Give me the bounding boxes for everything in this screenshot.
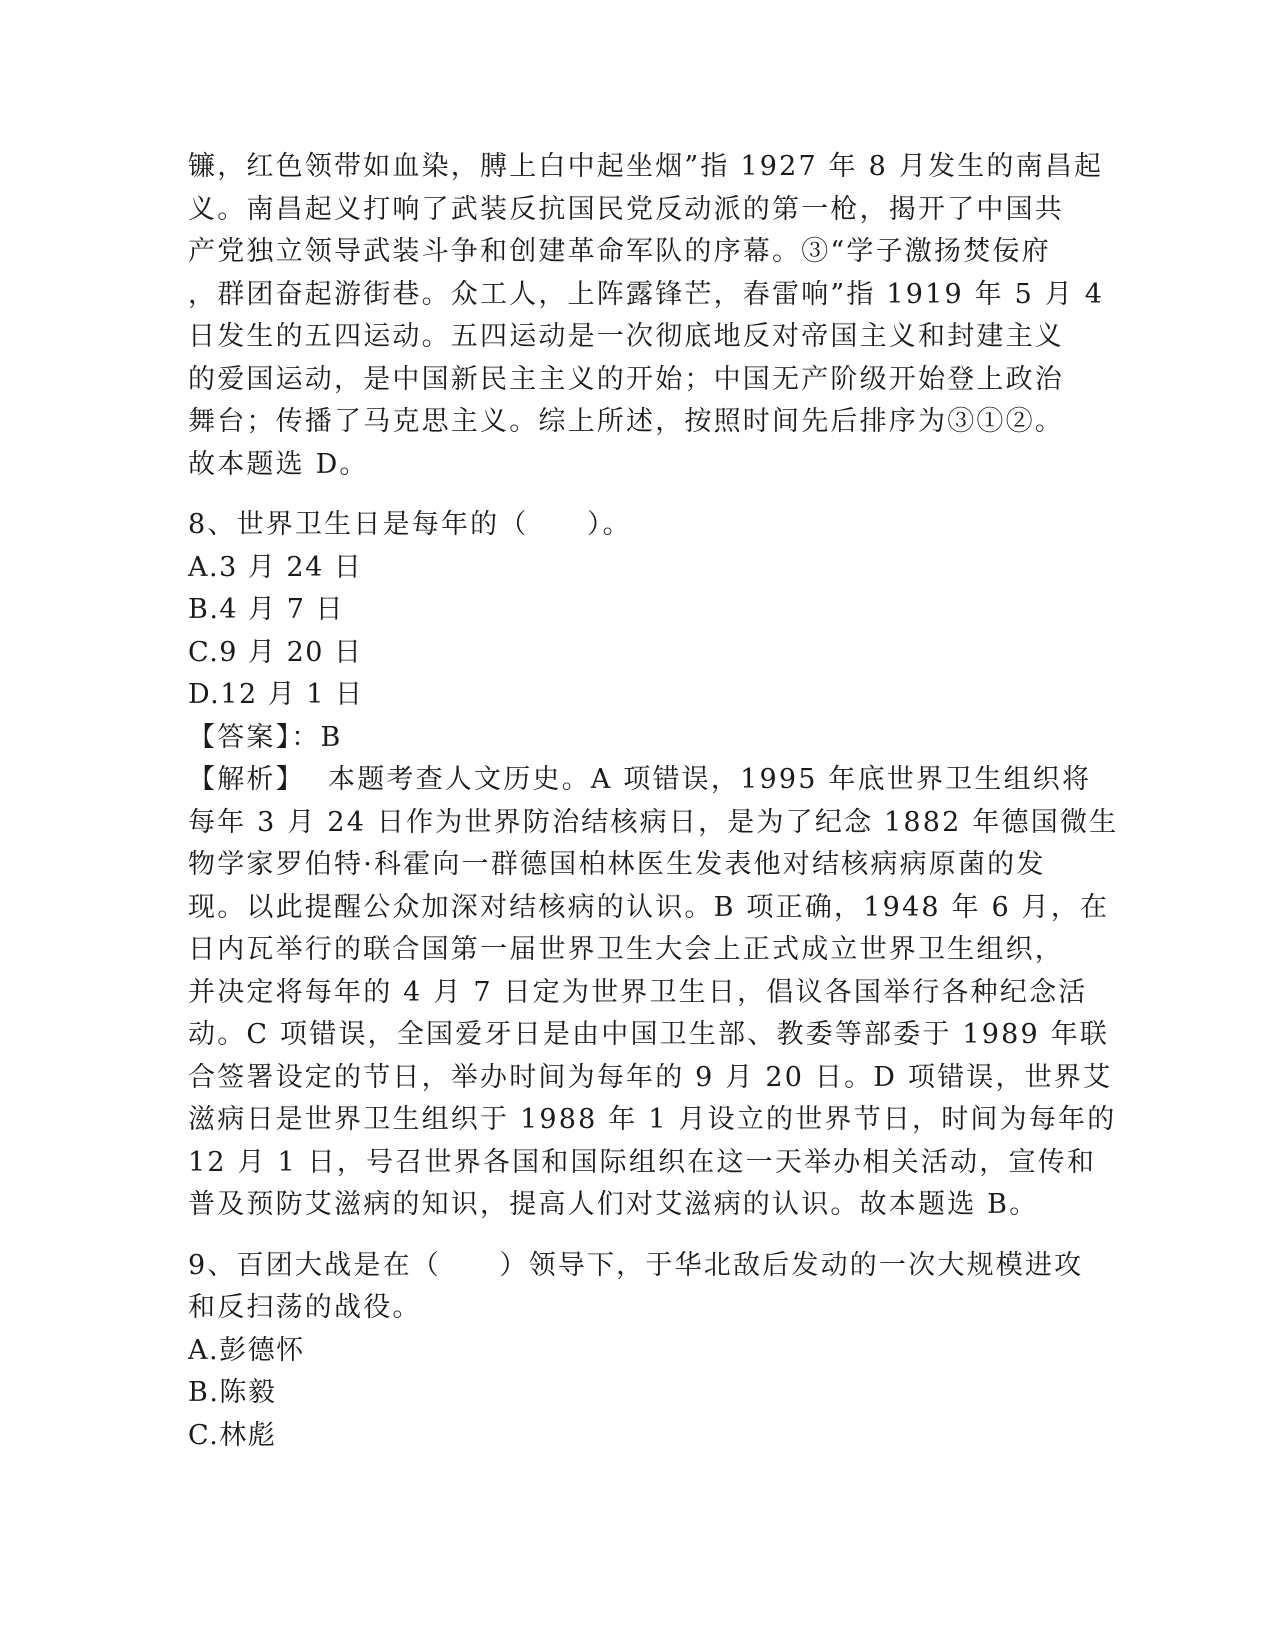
option-b: B.陈毅 <box>188 1377 277 1408</box>
analysis-line: 每年 3 月 24 日作为世界防治结核病日，是为了纪念 1882 年德国微生 <box>188 806 1119 838</box>
question-9 <box>188 1245 1088 1458</box>
option-a: A.3 月 24 日 <box>188 551 363 583</box>
text-line: 的爱国运动，是中国新民主主义的开始；中国无产阶级开始登上政治 <box>188 363 1064 395</box>
document-page <box>188 146 1119 1457</box>
analysis-line: 12 月 1 日，号召世界各国和国际组织在这一天举办相关活动，宣传和 <box>188 1146 1097 1178</box>
analysis-line: 动。C 项错误，全国爱牙日是由中国卫生部、教委等部委于 1989 年联 <box>188 1019 1110 1050</box>
text-line: 义。南昌起义打响了武装反抗国民党反动派的第一枪，揭开了中国共 <box>188 193 1064 225</box>
option-d: D.12 月 1 日 <box>188 679 364 710</box>
analysis-line: 普及预防艾滋病的知识，提高人们对艾滋病的认识。故本题选 B。 <box>188 1189 1039 1220</box>
spacer <box>188 486 1088 504</box>
option-a: A.彭德怀 <box>188 1334 305 1366</box>
text-line: 镰，红色领带如血染，膊上白中起坐烟”指 1927 年 8 月发生的南昌起 <box>188 151 1104 182</box>
analysis-line: 现。以此提醒公众加深对结核病的认识。B 项正确，1948 年 6 月，在 <box>188 891 1110 923</box>
text-line: 产党独立领导武装斗争和创建革命军队的序幕。③“学子激扬焚佞府 <box>188 236 1051 267</box>
question-8 <box>188 504 1119 1227</box>
option-c: C.9 月 20 日 <box>188 636 363 668</box>
previous-explanation <box>188 146 1105 486</box>
question-stem: 8、世界卫生日是每年的（ ）。 <box>188 509 632 540</box>
option-c: C.林彪 <box>188 1419 277 1451</box>
answer: 【答案】：B <box>188 721 343 753</box>
option-b: B.4 月 7 日 <box>188 594 345 625</box>
analysis-line: 日内瓦举行的联合国第一届世界卫生大会上正式成立世界卫生组织， <box>188 934 1064 965</box>
analysis-line: 并决定将每年的 4 月 7 日定为世界卫生日，倡议各国举行各种纪念活 <box>188 976 1088 1008</box>
analysis-line: 物学家罗伯特·科霍向一群德国柏林医生发表他对结核病病原菌的发 <box>188 849 1046 880</box>
text-line: 日发生的五四运动。五四运动是一次彻底地反对帝国主义和封建主义 <box>188 321 1064 352</box>
analysis-text: 本题考查人文历史。A 项错误，1995 年底世界卫生组织将 <box>328 764 1092 795</box>
question-stem: 9、百团大战是在（ ）领导下，于华北敌后发动的一次大规模进攻 <box>188 1249 1084 1281</box>
text-line: 舞台；传播了马克思主义。综上所述，按照时间先后排序为③①②。 <box>188 406 1064 437</box>
analysis-line: 滋病日是世界卫生组织于 1988 年 1 月设立的世界节日，时间为每年的 <box>188 1104 1117 1135</box>
text-line: 故本题选 D。 <box>188 448 369 480</box>
analysis-line: 合签署设定的节日，举办时间为每年的 9 月 20 日。D 项错误，世界艾 <box>188 1061 1113 1093</box>
text-line: ，群团奋起游街巷。众工人，上阵露锋芒，春雷响”指 1919 年 5 月 4 <box>188 278 1105 310</box>
analysis-first-line <box>188 759 1092 802</box>
question-stem: 和反扫荡的战役。 <box>188 1292 422 1323</box>
analysis-label: 【解析】 <box>188 764 305 795</box>
spacer <box>188 1227 1088 1245</box>
